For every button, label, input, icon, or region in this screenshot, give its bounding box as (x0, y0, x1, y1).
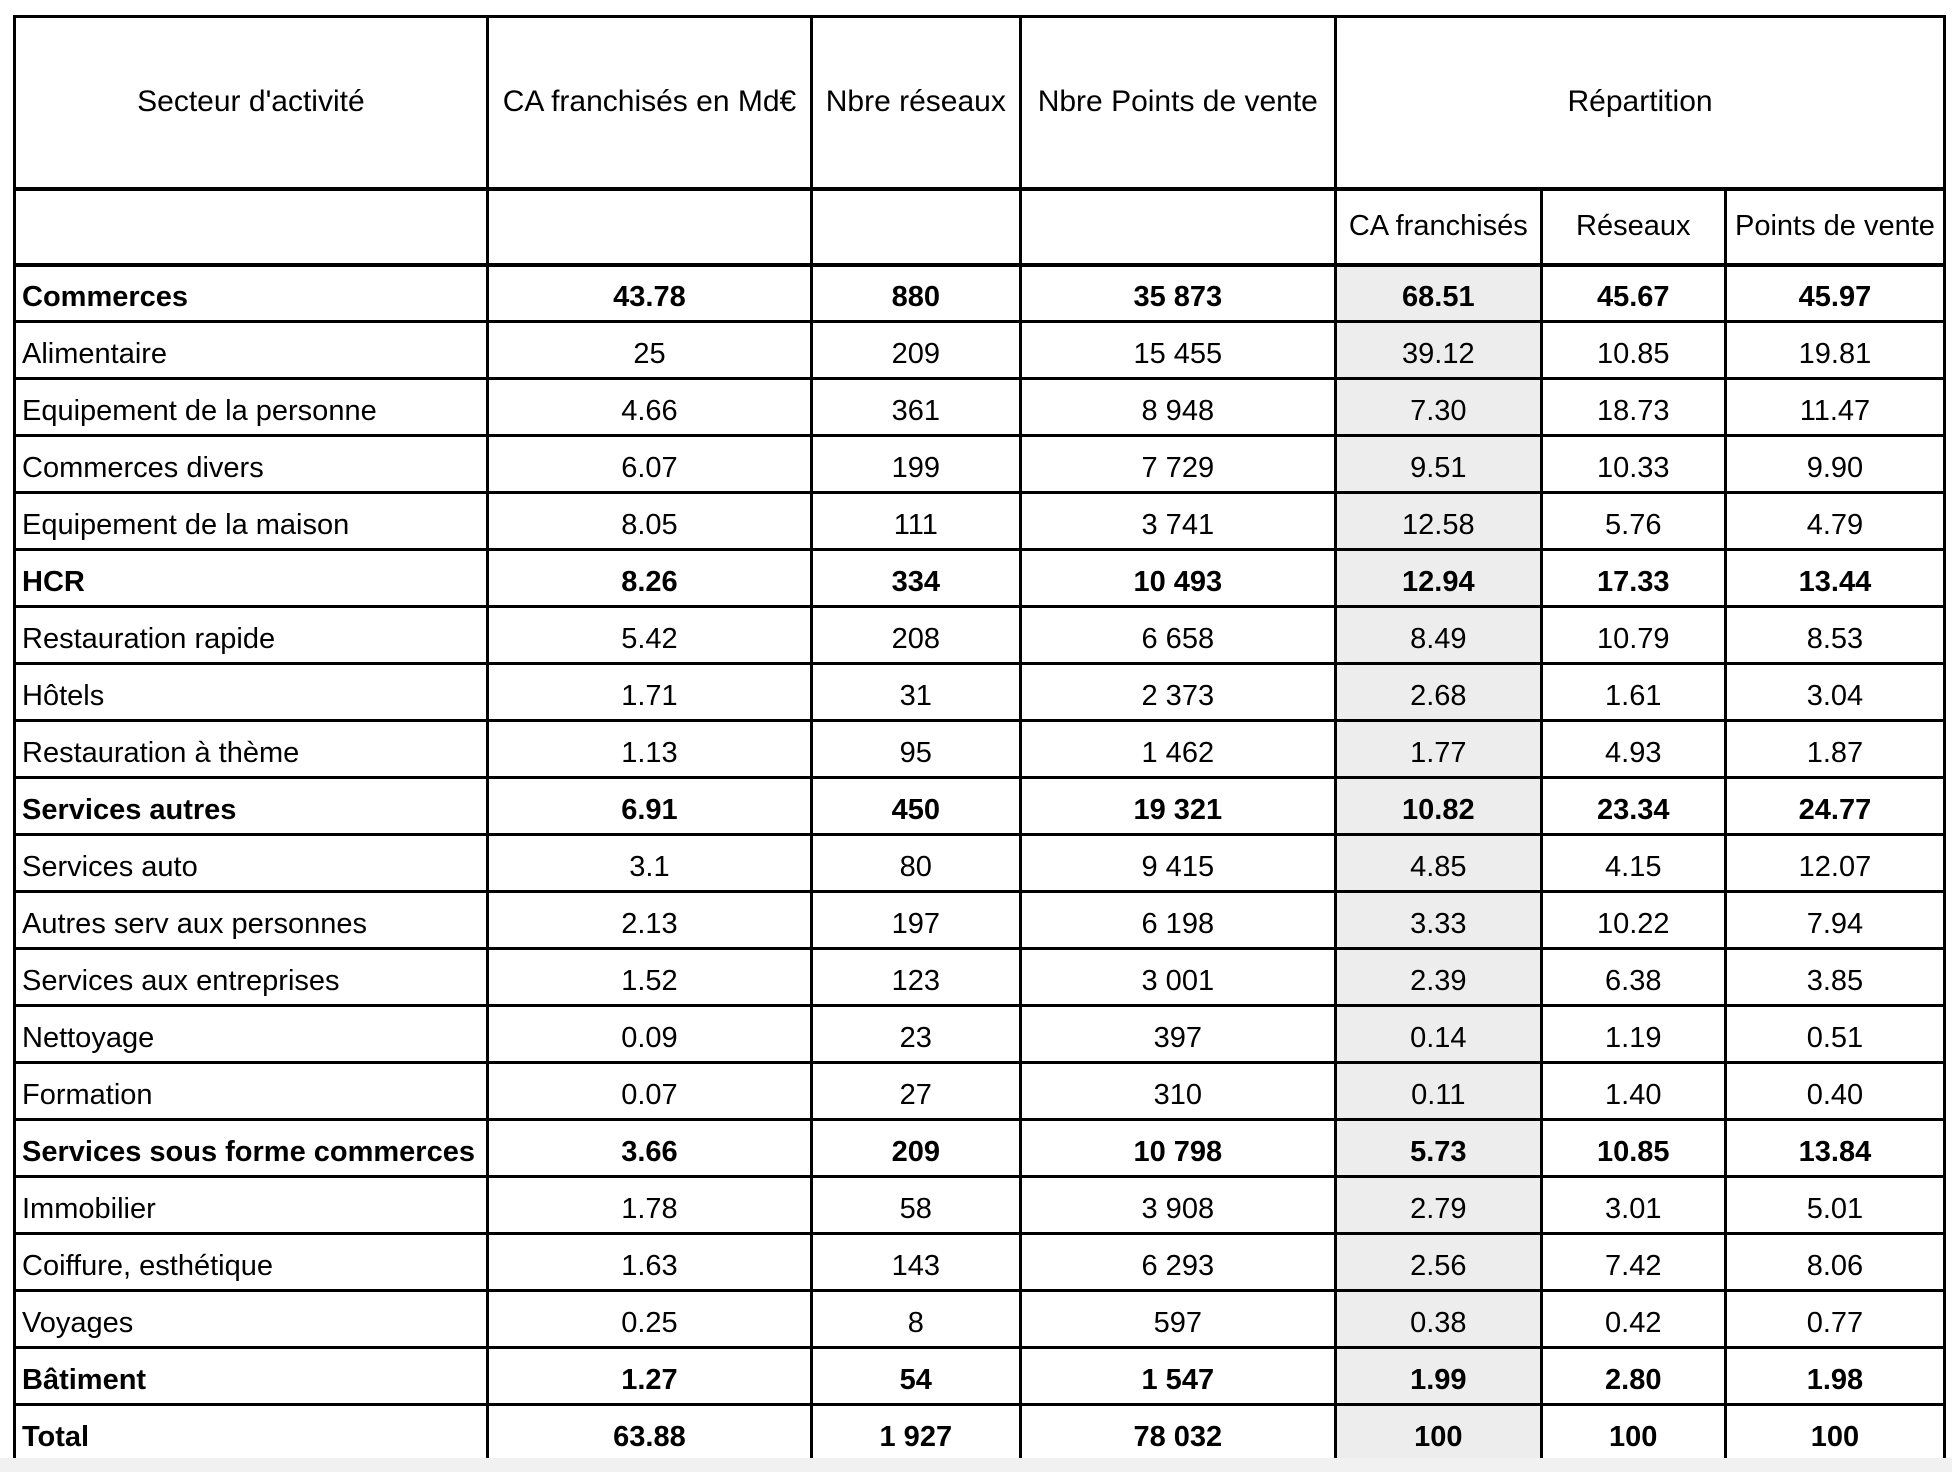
table-row (15, 550, 1945, 607)
value-cell: 2.39 (1336, 949, 1542, 1006)
value-cell: 10.85 (1541, 322, 1725, 379)
value-cell: 0.40 (1725, 1063, 1944, 1120)
value-cell: 197 (812, 892, 1020, 949)
value-cell: 143 (812, 1234, 1020, 1291)
background-strip (0, 1458, 1952, 1472)
value-cell: 123 (812, 949, 1020, 1006)
value-cell: 111 (812, 493, 1020, 550)
table-body (15, 265, 1945, 1462)
value-cell: 23.34 (1541, 778, 1725, 835)
value-cell: 12.07 (1725, 835, 1944, 892)
value-cell: 1 927 (812, 1405, 1020, 1462)
value-cell: 54 (812, 1348, 1020, 1405)
value-cell: 2.79 (1336, 1177, 1542, 1234)
value-cell: 2.56 (1336, 1234, 1542, 1291)
header-empty-sector (15, 189, 488, 265)
value-cell: 95 (812, 721, 1020, 778)
value-cell: 3.85 (1725, 949, 1944, 1006)
sector-label-cell: Commerces (15, 265, 488, 322)
value-cell: 10.33 (1541, 436, 1725, 493)
header-nbre-reseaux: Nbre réseaux (812, 17, 1020, 189)
sector-label-cell: HCR (15, 550, 488, 607)
value-cell: 361 (812, 379, 1020, 436)
value-cell: 3.33 (1336, 892, 1542, 949)
value-cell: 2 373 (1020, 664, 1336, 721)
sector-label-cell: Total (15, 1405, 488, 1462)
value-cell: 10 493 (1020, 550, 1336, 607)
value-cell: 9 415 (1020, 835, 1336, 892)
table-row (15, 1177, 1945, 1234)
value-cell: 1.99 (1336, 1348, 1542, 1405)
value-cell: 0.38 (1336, 1291, 1542, 1348)
value-cell: 4.66 (487, 379, 811, 436)
sector-label-cell: Restauration rapide (15, 607, 488, 664)
value-cell: 1.13 (487, 721, 811, 778)
value-cell: 310 (1020, 1063, 1336, 1120)
value-cell: 450 (812, 778, 1020, 835)
value-cell: 9.90 (1725, 436, 1944, 493)
table-row (15, 892, 1945, 949)
sector-label-cell: Services autres (15, 778, 488, 835)
sector-label-cell: Bâtiment (15, 1348, 488, 1405)
value-cell: 0.09 (487, 1006, 811, 1063)
table-row (15, 949, 1945, 1006)
value-cell: 19 321 (1020, 778, 1336, 835)
sector-label-cell: Restauration à thème (15, 721, 488, 778)
sector-label-cell: Services aux entreprises (15, 949, 488, 1006)
sector-label-cell: Services sous forme commerces (15, 1120, 488, 1177)
value-cell: 45.67 (1541, 265, 1725, 322)
value-cell: 12.94 (1336, 550, 1542, 607)
value-cell: 4.85 (1336, 835, 1542, 892)
value-cell: 3.1 (487, 835, 811, 892)
value-cell: 7.30 (1336, 379, 1542, 436)
value-cell: 13.84 (1725, 1120, 1944, 1177)
table-row (15, 1291, 1945, 1348)
value-cell: 6 658 (1020, 607, 1336, 664)
value-cell: 3.66 (487, 1120, 811, 1177)
franchise-sector-table (13, 15, 1946, 1458)
value-cell: 0.77 (1725, 1291, 1944, 1348)
table-row (15, 265, 1945, 322)
value-cell: 3 908 (1020, 1177, 1336, 1234)
value-cell: 19.81 (1725, 322, 1944, 379)
table-row (15, 379, 1945, 436)
value-cell: 8.49 (1336, 607, 1542, 664)
value-cell: 10.85 (1541, 1120, 1725, 1177)
sector-label-cell: Voyages (15, 1291, 488, 1348)
table-row (15, 664, 1945, 721)
table-row (15, 778, 1945, 835)
value-cell: 6.38 (1541, 949, 1725, 1006)
value-cell: 10.82 (1336, 778, 1542, 835)
value-cell: 880 (812, 265, 1020, 322)
value-cell: 43.78 (487, 265, 811, 322)
value-cell: 10 798 (1020, 1120, 1336, 1177)
sector-label-cell: Alimentaire (15, 322, 488, 379)
value-cell: 3.01 (1541, 1177, 1725, 1234)
sector-label-cell: Equipement de la personne (15, 379, 488, 436)
table-row (15, 322, 1945, 379)
table-row (15, 1405, 1945, 1462)
table-row (15, 1120, 1945, 1177)
value-cell: 5.76 (1541, 493, 1725, 550)
value-cell: 2.68 (1336, 664, 1542, 721)
value-cell: 78 032 (1020, 1405, 1336, 1462)
sector-label-cell: Coiffure, esthétique (15, 1234, 488, 1291)
value-cell: 8.26 (487, 550, 811, 607)
sector-label-cell: Hôtels (15, 664, 488, 721)
sector-label-cell: Services auto (15, 835, 488, 892)
header-empty-reseaux (812, 189, 1020, 265)
value-cell: 0.11 (1336, 1063, 1542, 1120)
value-cell: 1.61 (1541, 664, 1725, 721)
value-cell: 35 873 (1020, 265, 1336, 322)
value-cell: 334 (812, 550, 1020, 607)
value-cell: 12.58 (1336, 493, 1542, 550)
value-cell: 1 462 (1020, 721, 1336, 778)
value-cell: 2.80 (1541, 1348, 1725, 1405)
header-row-main (15, 17, 1945, 189)
table-row (15, 1348, 1945, 1405)
header-repartition: Répartition (1336, 17, 1945, 189)
value-cell: 100 (1541, 1405, 1725, 1462)
table-row (15, 835, 1945, 892)
value-cell: 17.33 (1541, 550, 1725, 607)
table-row (15, 1063, 1945, 1120)
value-cell: 58 (812, 1177, 1020, 1234)
value-cell: 3 001 (1020, 949, 1336, 1006)
value-cell: 4.15 (1541, 835, 1725, 892)
value-cell: 6.91 (487, 778, 811, 835)
value-cell: 1.78 (487, 1177, 811, 1234)
value-cell: 24.77 (1725, 778, 1944, 835)
value-cell: 23 (812, 1006, 1020, 1063)
value-cell: 2.13 (487, 892, 811, 949)
value-cell: 1.63 (487, 1234, 811, 1291)
value-cell: 209 (812, 1120, 1020, 1177)
header-ca-franchises: CA franchisés en Md€ (487, 17, 811, 189)
value-cell: 1.71 (487, 664, 811, 721)
value-cell: 0.42 (1541, 1291, 1725, 1348)
value-cell: 0.25 (487, 1291, 811, 1348)
sector-label-cell: Immobilier (15, 1177, 488, 1234)
value-cell: 209 (812, 322, 1020, 379)
value-cell: 7.94 (1725, 892, 1944, 949)
value-cell: 31 (812, 664, 1020, 721)
table-row (15, 493, 1945, 550)
value-cell: 9.51 (1336, 436, 1542, 493)
value-cell: 0.07 (487, 1063, 811, 1120)
sector-label-cell: Equipement de la maison (15, 493, 488, 550)
value-cell: 1.77 (1336, 721, 1542, 778)
value-cell: 4.93 (1541, 721, 1725, 778)
value-cell: 5.42 (487, 607, 811, 664)
value-cell: 18.73 (1541, 379, 1725, 436)
sector-label-cell: Nettoyage (15, 1006, 488, 1063)
value-cell: 6 293 (1020, 1234, 1336, 1291)
table-row (15, 721, 1945, 778)
table-row (15, 1234, 1945, 1291)
value-cell: 7.42 (1541, 1234, 1725, 1291)
data-table (13, 15, 1946, 1463)
header-empty-ca (487, 189, 811, 265)
value-cell: 1.19 (1541, 1006, 1725, 1063)
value-cell: 0.14 (1336, 1006, 1542, 1063)
value-cell: 39.12 (1336, 322, 1542, 379)
value-cell: 0.51 (1725, 1006, 1944, 1063)
value-cell: 1.98 (1725, 1348, 1944, 1405)
value-cell: 597 (1020, 1291, 1336, 1348)
value-cell: 25 (487, 322, 811, 379)
value-cell: 7 729 (1020, 436, 1336, 493)
value-cell: 63.88 (487, 1405, 811, 1462)
sector-label-cell: Commerces divers (15, 436, 488, 493)
value-cell: 1.27 (487, 1348, 811, 1405)
value-cell: 1 547 (1020, 1348, 1336, 1405)
value-cell: 208 (812, 607, 1020, 664)
value-cell: 80 (812, 835, 1020, 892)
value-cell: 8 (812, 1291, 1020, 1348)
value-cell: 199 (812, 436, 1020, 493)
sector-label-cell: Formation (15, 1063, 488, 1120)
value-cell: 5.01 (1725, 1177, 1944, 1234)
value-cell: 100 (1725, 1405, 1944, 1462)
value-cell: 8.05 (487, 493, 811, 550)
subheader-ca-franchises: CA franchisés (1336, 189, 1542, 265)
value-cell: 1.87 (1725, 721, 1944, 778)
value-cell: 5.73 (1336, 1120, 1542, 1177)
header-row-sub (15, 189, 1945, 265)
value-cell: 1.40 (1541, 1063, 1725, 1120)
value-cell: 397 (1020, 1006, 1336, 1063)
value-cell: 15 455 (1020, 322, 1336, 379)
value-cell: 11.47 (1725, 379, 1944, 436)
value-cell: 45.97 (1725, 265, 1944, 322)
value-cell: 6.07 (487, 436, 811, 493)
header-nbre-points-vente: Nbre Points de vente (1020, 17, 1336, 189)
value-cell: 27 (812, 1063, 1020, 1120)
value-cell: 100 (1336, 1405, 1542, 1462)
value-cell: 10.22 (1541, 892, 1725, 949)
subheader-points-vente: Points de vente (1725, 189, 1944, 265)
value-cell: 3.04 (1725, 664, 1944, 721)
value-cell: 8.53 (1725, 607, 1944, 664)
value-cell: 13.44 (1725, 550, 1944, 607)
value-cell: 4.79 (1725, 493, 1944, 550)
header-sector: Secteur d'activité (15, 17, 488, 189)
header-empty-points-vente (1020, 189, 1336, 265)
table-row (15, 436, 1945, 493)
value-cell: 10.79 (1541, 607, 1725, 664)
value-cell: 6 198 (1020, 892, 1336, 949)
value-cell: 8.06 (1725, 1234, 1944, 1291)
value-cell: 1.52 (487, 949, 811, 1006)
value-cell: 8 948 (1020, 379, 1336, 436)
subheader-reseaux: Réseaux (1541, 189, 1725, 265)
table-row (15, 607, 1945, 664)
value-cell: 68.51 (1336, 265, 1542, 322)
sector-label-cell: Autres serv aux personnes (15, 892, 488, 949)
value-cell: 3 741 (1020, 493, 1336, 550)
table-row (15, 1006, 1945, 1063)
